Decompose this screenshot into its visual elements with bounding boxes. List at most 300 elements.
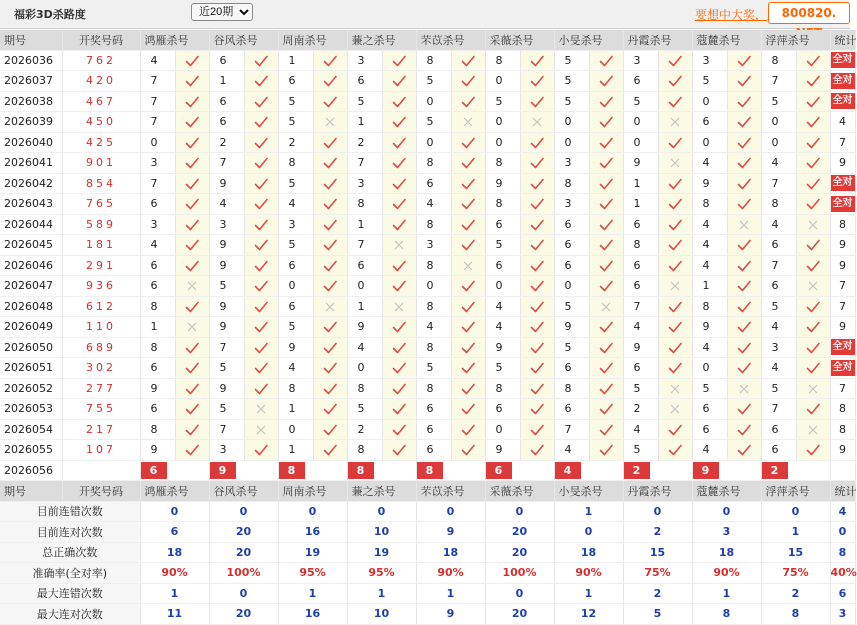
stats-total: 4 xyxy=(830,501,855,522)
kill-number: 5 xyxy=(761,296,796,317)
check-icon xyxy=(599,55,613,67)
stats-total: 8 xyxy=(830,542,855,563)
current-period: 2026056 xyxy=(0,460,62,481)
kill-number: 7 xyxy=(554,419,589,440)
result-mark xyxy=(520,132,554,153)
stats-value: 1 xyxy=(554,501,623,522)
kill-number: 0 xyxy=(140,132,175,153)
row-draw-number: 936 xyxy=(62,276,140,297)
kill-number: 6 xyxy=(416,419,451,440)
result-mark xyxy=(796,71,830,92)
current-kill-cell xyxy=(347,460,416,481)
row-period: 2026054 xyxy=(0,419,62,440)
kill-number: 8 xyxy=(347,194,382,215)
check-icon xyxy=(392,280,406,292)
result-mark xyxy=(244,419,278,440)
check-icon xyxy=(323,424,337,436)
result-mark xyxy=(658,91,692,112)
result-mark xyxy=(244,235,278,256)
stats-value: 1 xyxy=(554,583,623,604)
stats-value: 3 xyxy=(692,522,761,543)
current-kill-cell xyxy=(485,460,554,481)
kill-number: 8 xyxy=(416,153,451,174)
check-icon xyxy=(668,444,682,456)
check-icon xyxy=(323,444,337,456)
kill-number: 6 xyxy=(140,255,175,276)
result-mark xyxy=(313,214,347,235)
check-icon xyxy=(599,116,613,128)
check-icon xyxy=(599,280,613,292)
result-mark xyxy=(382,153,416,174)
row-total xyxy=(830,358,855,379)
result-mark xyxy=(589,378,623,399)
row-period: 2026037 xyxy=(0,71,62,92)
kill-number: 0 xyxy=(416,132,451,153)
check-icon xyxy=(392,219,406,231)
kill-number: 6 xyxy=(140,358,175,379)
result-mark xyxy=(451,276,485,297)
result-mark xyxy=(727,50,761,71)
check-icon xyxy=(737,321,751,333)
check-icon xyxy=(392,137,406,149)
check-icon xyxy=(392,444,406,456)
check-icon xyxy=(185,424,199,436)
cross-icon xyxy=(670,117,680,127)
result-mark xyxy=(589,276,623,297)
check-icon xyxy=(461,239,475,251)
kill-number: 6 xyxy=(554,358,589,379)
kill-number: 5 xyxy=(485,235,520,256)
check-icon xyxy=(668,198,682,210)
row-total xyxy=(830,255,855,276)
check-icon xyxy=(185,157,199,169)
row-period: 2026047 xyxy=(0,276,62,297)
check-icon xyxy=(530,178,544,190)
kill-number: 8 xyxy=(416,50,451,71)
check-icon xyxy=(737,116,751,128)
check-icon xyxy=(668,362,682,374)
row-draw-number: 217 xyxy=(62,419,140,440)
kill-number: 5 xyxy=(278,317,313,338)
kill-number: 8 xyxy=(140,337,175,358)
row-total xyxy=(830,337,855,358)
result-mark xyxy=(313,132,347,153)
row-period: 2026041 xyxy=(0,153,62,174)
check-icon xyxy=(392,116,406,128)
row-draw-number: 277 xyxy=(62,378,140,399)
result-mark xyxy=(727,337,761,358)
kill-number: 3 xyxy=(554,153,589,174)
result-mark xyxy=(244,214,278,235)
kill-number: 1 xyxy=(347,112,382,133)
kill-number: 6 xyxy=(692,399,727,420)
result-mark xyxy=(727,173,761,194)
stats-value: 9 xyxy=(416,522,485,543)
row-draw-number: 107 xyxy=(62,440,140,461)
kill-number: 0 xyxy=(761,112,796,133)
result-mark xyxy=(175,50,209,71)
result-mark xyxy=(589,235,623,256)
result-mark xyxy=(382,378,416,399)
col-expert-9: 浮萍杀号 xyxy=(761,30,830,50)
check-icon xyxy=(599,444,613,456)
result-mark xyxy=(658,71,692,92)
cross-icon xyxy=(739,384,749,394)
check-icon xyxy=(806,178,820,190)
kill-number: 6 xyxy=(278,255,313,276)
check-icon xyxy=(530,96,544,108)
result-mark xyxy=(727,276,761,297)
kill-number: 0 xyxy=(485,112,520,133)
kill-number: 6 xyxy=(761,276,796,297)
stats-value: 0 xyxy=(209,501,278,522)
col-expert-5: 采薇杀号 xyxy=(485,481,554,502)
table-row xyxy=(0,235,855,256)
stats-value: 20 xyxy=(209,604,278,625)
check-icon xyxy=(254,362,268,374)
row-total xyxy=(830,399,855,420)
check-icon xyxy=(254,137,268,149)
stats-total: 3 xyxy=(830,604,855,625)
kill-number: 3 xyxy=(209,214,244,235)
check-icon xyxy=(530,239,544,251)
result-mark xyxy=(520,317,554,338)
result-mark xyxy=(244,296,278,317)
check-icon xyxy=(668,178,682,190)
result-mark xyxy=(451,173,485,194)
stats-value: 8 xyxy=(761,604,830,625)
stats-value: 95% xyxy=(347,563,416,584)
cross-icon xyxy=(325,117,335,127)
check-icon xyxy=(392,383,406,395)
check-icon xyxy=(254,383,268,395)
result-mark xyxy=(796,214,830,235)
kill-number: 8 xyxy=(416,255,451,276)
check-icon xyxy=(599,321,613,333)
kill-number: 8 xyxy=(140,419,175,440)
col-period: 期号 xyxy=(0,481,62,502)
kill-number: 1 xyxy=(347,214,382,235)
result-mark xyxy=(796,337,830,358)
top-toolbar xyxy=(0,0,850,29)
check-icon xyxy=(185,96,199,108)
result-mark xyxy=(313,194,347,215)
check-icon xyxy=(737,444,751,456)
kill-number: 5 xyxy=(278,235,313,256)
result-mark xyxy=(658,132,692,153)
check-icon xyxy=(185,198,199,210)
check-icon xyxy=(461,55,475,67)
cross-icon xyxy=(187,281,197,291)
stats-value: 0 xyxy=(416,501,485,522)
check-icon xyxy=(461,362,475,374)
check-icon xyxy=(254,75,268,87)
result-mark xyxy=(520,440,554,461)
check-icon xyxy=(668,424,682,436)
result-mark xyxy=(796,112,830,133)
result-mark xyxy=(313,255,347,276)
col-expert-8: 蔻麓杀号 xyxy=(692,30,761,50)
check-icon xyxy=(392,157,406,169)
result-mark xyxy=(520,276,554,297)
col-expert-6: 小旻杀号 xyxy=(554,481,623,502)
kill-number: 4 xyxy=(278,358,313,379)
row-draw-number: 765 xyxy=(62,194,140,215)
stats-value: 0 xyxy=(692,501,761,522)
cross-icon xyxy=(532,117,542,127)
col-expert-0: 鸿雁杀号 xyxy=(140,30,209,50)
result-mark xyxy=(382,399,416,420)
check-icon xyxy=(599,157,613,169)
check-icon xyxy=(599,219,613,231)
period-select[interactable] xyxy=(191,3,253,21)
check-icon xyxy=(461,198,475,210)
promo-link[interactable]: 要想中大奖， xyxy=(695,8,768,22)
table-row xyxy=(0,255,855,276)
result-mark xyxy=(658,358,692,379)
result-mark xyxy=(520,214,554,235)
check-icon xyxy=(530,198,544,210)
check-icon xyxy=(599,403,613,415)
kill-number: 4 xyxy=(692,153,727,174)
kill-number: 6 xyxy=(485,399,520,420)
kill-number: 5 xyxy=(209,399,244,420)
kill-number: 0 xyxy=(761,132,796,153)
col-expert-6: 小旻杀号 xyxy=(554,30,623,50)
check-icon xyxy=(530,362,544,374)
kill-number: 5 xyxy=(554,337,589,358)
check-icon xyxy=(599,239,613,251)
row-total xyxy=(830,276,855,297)
current-kill-cell xyxy=(623,460,692,481)
result-mark xyxy=(727,378,761,399)
check-icon xyxy=(668,55,682,67)
stats-value: 15 xyxy=(761,542,830,563)
kill-number: 6 xyxy=(485,214,520,235)
result-mark xyxy=(589,255,623,276)
check-icon xyxy=(737,157,751,169)
check-icon xyxy=(185,178,199,190)
stats-row xyxy=(0,604,855,625)
check-icon xyxy=(323,362,337,374)
result-mark xyxy=(382,440,416,461)
check-icon xyxy=(461,75,475,87)
check-icon xyxy=(599,260,613,272)
kill-number: 0 xyxy=(278,276,313,297)
kill-number: 9 xyxy=(209,378,244,399)
check-icon xyxy=(530,444,544,456)
row-total xyxy=(830,235,855,256)
kill-number: 4 xyxy=(692,235,727,256)
col-draw: 开奖号码 xyxy=(62,30,140,50)
result-mark xyxy=(589,132,623,153)
kill-number: 6 xyxy=(623,214,658,235)
result-mark xyxy=(727,440,761,461)
result-mark xyxy=(451,399,485,420)
table-row xyxy=(0,173,855,194)
kill-number: 9 xyxy=(692,173,727,194)
row-period: 2026039 xyxy=(0,112,62,133)
check-icon xyxy=(323,403,337,415)
kill-number: 6 xyxy=(761,440,796,461)
result-mark xyxy=(244,173,278,194)
kill-number: 9 xyxy=(209,235,244,256)
kill-number: 0 xyxy=(485,276,520,297)
check-icon xyxy=(737,75,751,87)
current-kill-cell xyxy=(416,460,485,481)
check-icon xyxy=(392,178,406,190)
kill-number: 6 xyxy=(209,112,244,133)
col-expert-4: 芣苡杀号 xyxy=(416,481,485,502)
check-icon xyxy=(668,342,682,354)
kill-number: 2 xyxy=(347,132,382,153)
row-period: 2026036 xyxy=(0,50,62,71)
result-mark xyxy=(313,71,347,92)
check-icon xyxy=(461,383,475,395)
result-mark xyxy=(451,296,485,317)
stats-row xyxy=(0,563,855,584)
result-mark xyxy=(175,276,209,297)
col-expert-7: 丹霞杀号 xyxy=(623,481,692,502)
row-draw-number: 612 xyxy=(62,296,140,317)
check-icon xyxy=(323,239,337,251)
check-icon xyxy=(185,342,199,354)
result-mark xyxy=(796,276,830,297)
row-period: 2026044 xyxy=(0,214,62,235)
result-mark xyxy=(451,91,485,112)
kill-number: 6 xyxy=(416,399,451,420)
result-mark xyxy=(175,71,209,92)
result-mark xyxy=(451,132,485,153)
stats-value: 0 xyxy=(209,583,278,604)
result-mark xyxy=(589,337,623,358)
current-kill-cell xyxy=(554,460,623,481)
check-icon xyxy=(806,116,820,128)
result-mark xyxy=(589,358,623,379)
kill-number: 5 xyxy=(692,378,727,399)
row-period: 2026049 xyxy=(0,317,62,338)
check-icon xyxy=(530,280,544,292)
result-mark xyxy=(175,132,209,153)
check-icon xyxy=(806,444,820,456)
col-expert-1: 谷风杀号 xyxy=(209,30,278,50)
kill-number: 4 xyxy=(761,214,796,235)
result-mark xyxy=(382,317,416,338)
check-icon xyxy=(323,137,337,149)
row-total xyxy=(830,317,855,338)
result-mark xyxy=(244,399,278,420)
total-count: 9 xyxy=(839,238,846,252)
cross-icon xyxy=(256,425,266,435)
kill-number: 7 xyxy=(761,71,796,92)
result-mark xyxy=(313,296,347,317)
kill-number: 7 xyxy=(761,255,796,276)
stats-value: 20 xyxy=(485,604,554,625)
check-icon xyxy=(668,219,682,231)
result-mark xyxy=(313,153,347,174)
stats-value: 75% xyxy=(623,563,692,584)
check-icon xyxy=(806,198,820,210)
total-count: 9 xyxy=(839,156,846,170)
result-mark xyxy=(520,296,554,317)
stats-value: 100% xyxy=(485,563,554,584)
kill-number: 7 xyxy=(140,112,175,133)
result-mark xyxy=(658,276,692,297)
result-mark xyxy=(451,378,485,399)
kill-number: 3 xyxy=(554,194,589,215)
table-row xyxy=(0,440,855,461)
check-icon xyxy=(806,342,820,354)
check-icon xyxy=(323,383,337,395)
total-count: 7 xyxy=(839,135,846,149)
check-icon xyxy=(530,301,544,313)
result-mark xyxy=(589,419,623,440)
check-icon xyxy=(599,383,613,395)
kill-number: 8 xyxy=(347,440,382,461)
check-icon xyxy=(185,383,199,395)
col-total: 统计 xyxy=(830,481,855,502)
result-mark xyxy=(244,276,278,297)
stats-value: 2 xyxy=(761,583,830,604)
check-icon xyxy=(254,342,268,354)
check-icon xyxy=(185,362,199,374)
current-kill-number: 6 xyxy=(141,462,167,479)
check-icon xyxy=(254,96,268,108)
stats-value: 0 xyxy=(347,501,416,522)
kill-number: 3 xyxy=(140,214,175,235)
result-mark xyxy=(244,317,278,338)
stats-value: 19 xyxy=(347,542,416,563)
result-mark xyxy=(796,235,830,256)
stats-row xyxy=(0,501,855,522)
result-mark xyxy=(658,214,692,235)
row-draw-number: 901 xyxy=(62,153,140,174)
kill-number: 1 xyxy=(623,194,658,215)
result-mark xyxy=(658,194,692,215)
kill-number: 1 xyxy=(209,71,244,92)
site-badge[interactable] xyxy=(768,2,850,24)
stats-value: 0 xyxy=(761,501,830,522)
check-icon xyxy=(599,342,613,354)
col-expert-1: 谷风杀号 xyxy=(209,481,278,502)
kill-number: 5 xyxy=(209,358,244,379)
result-mark xyxy=(244,50,278,71)
stats-value: 1 xyxy=(347,583,416,604)
check-icon xyxy=(254,178,268,190)
check-icon xyxy=(254,116,268,128)
kill-number: 3 xyxy=(416,235,451,256)
kill-number: 4 xyxy=(692,255,727,276)
check-icon xyxy=(254,321,268,333)
kill-number: 0 xyxy=(485,71,520,92)
result-mark xyxy=(451,50,485,71)
kill-number: 5 xyxy=(761,378,796,399)
full-correct-badge: 全对 xyxy=(831,73,855,89)
row-total xyxy=(830,378,855,399)
kill-number: 5 xyxy=(209,276,244,297)
current-kill-cell xyxy=(209,460,278,481)
stats-value: 1 xyxy=(761,522,830,543)
check-icon xyxy=(185,239,199,251)
result-mark xyxy=(313,378,347,399)
stats-value: 18 xyxy=(692,542,761,563)
kill-number: 4 xyxy=(761,358,796,379)
stats-value: 90% xyxy=(692,563,761,584)
row-total xyxy=(830,153,855,174)
result-mark xyxy=(382,71,416,92)
total-count: 9 xyxy=(839,443,846,457)
result-mark xyxy=(589,50,623,71)
